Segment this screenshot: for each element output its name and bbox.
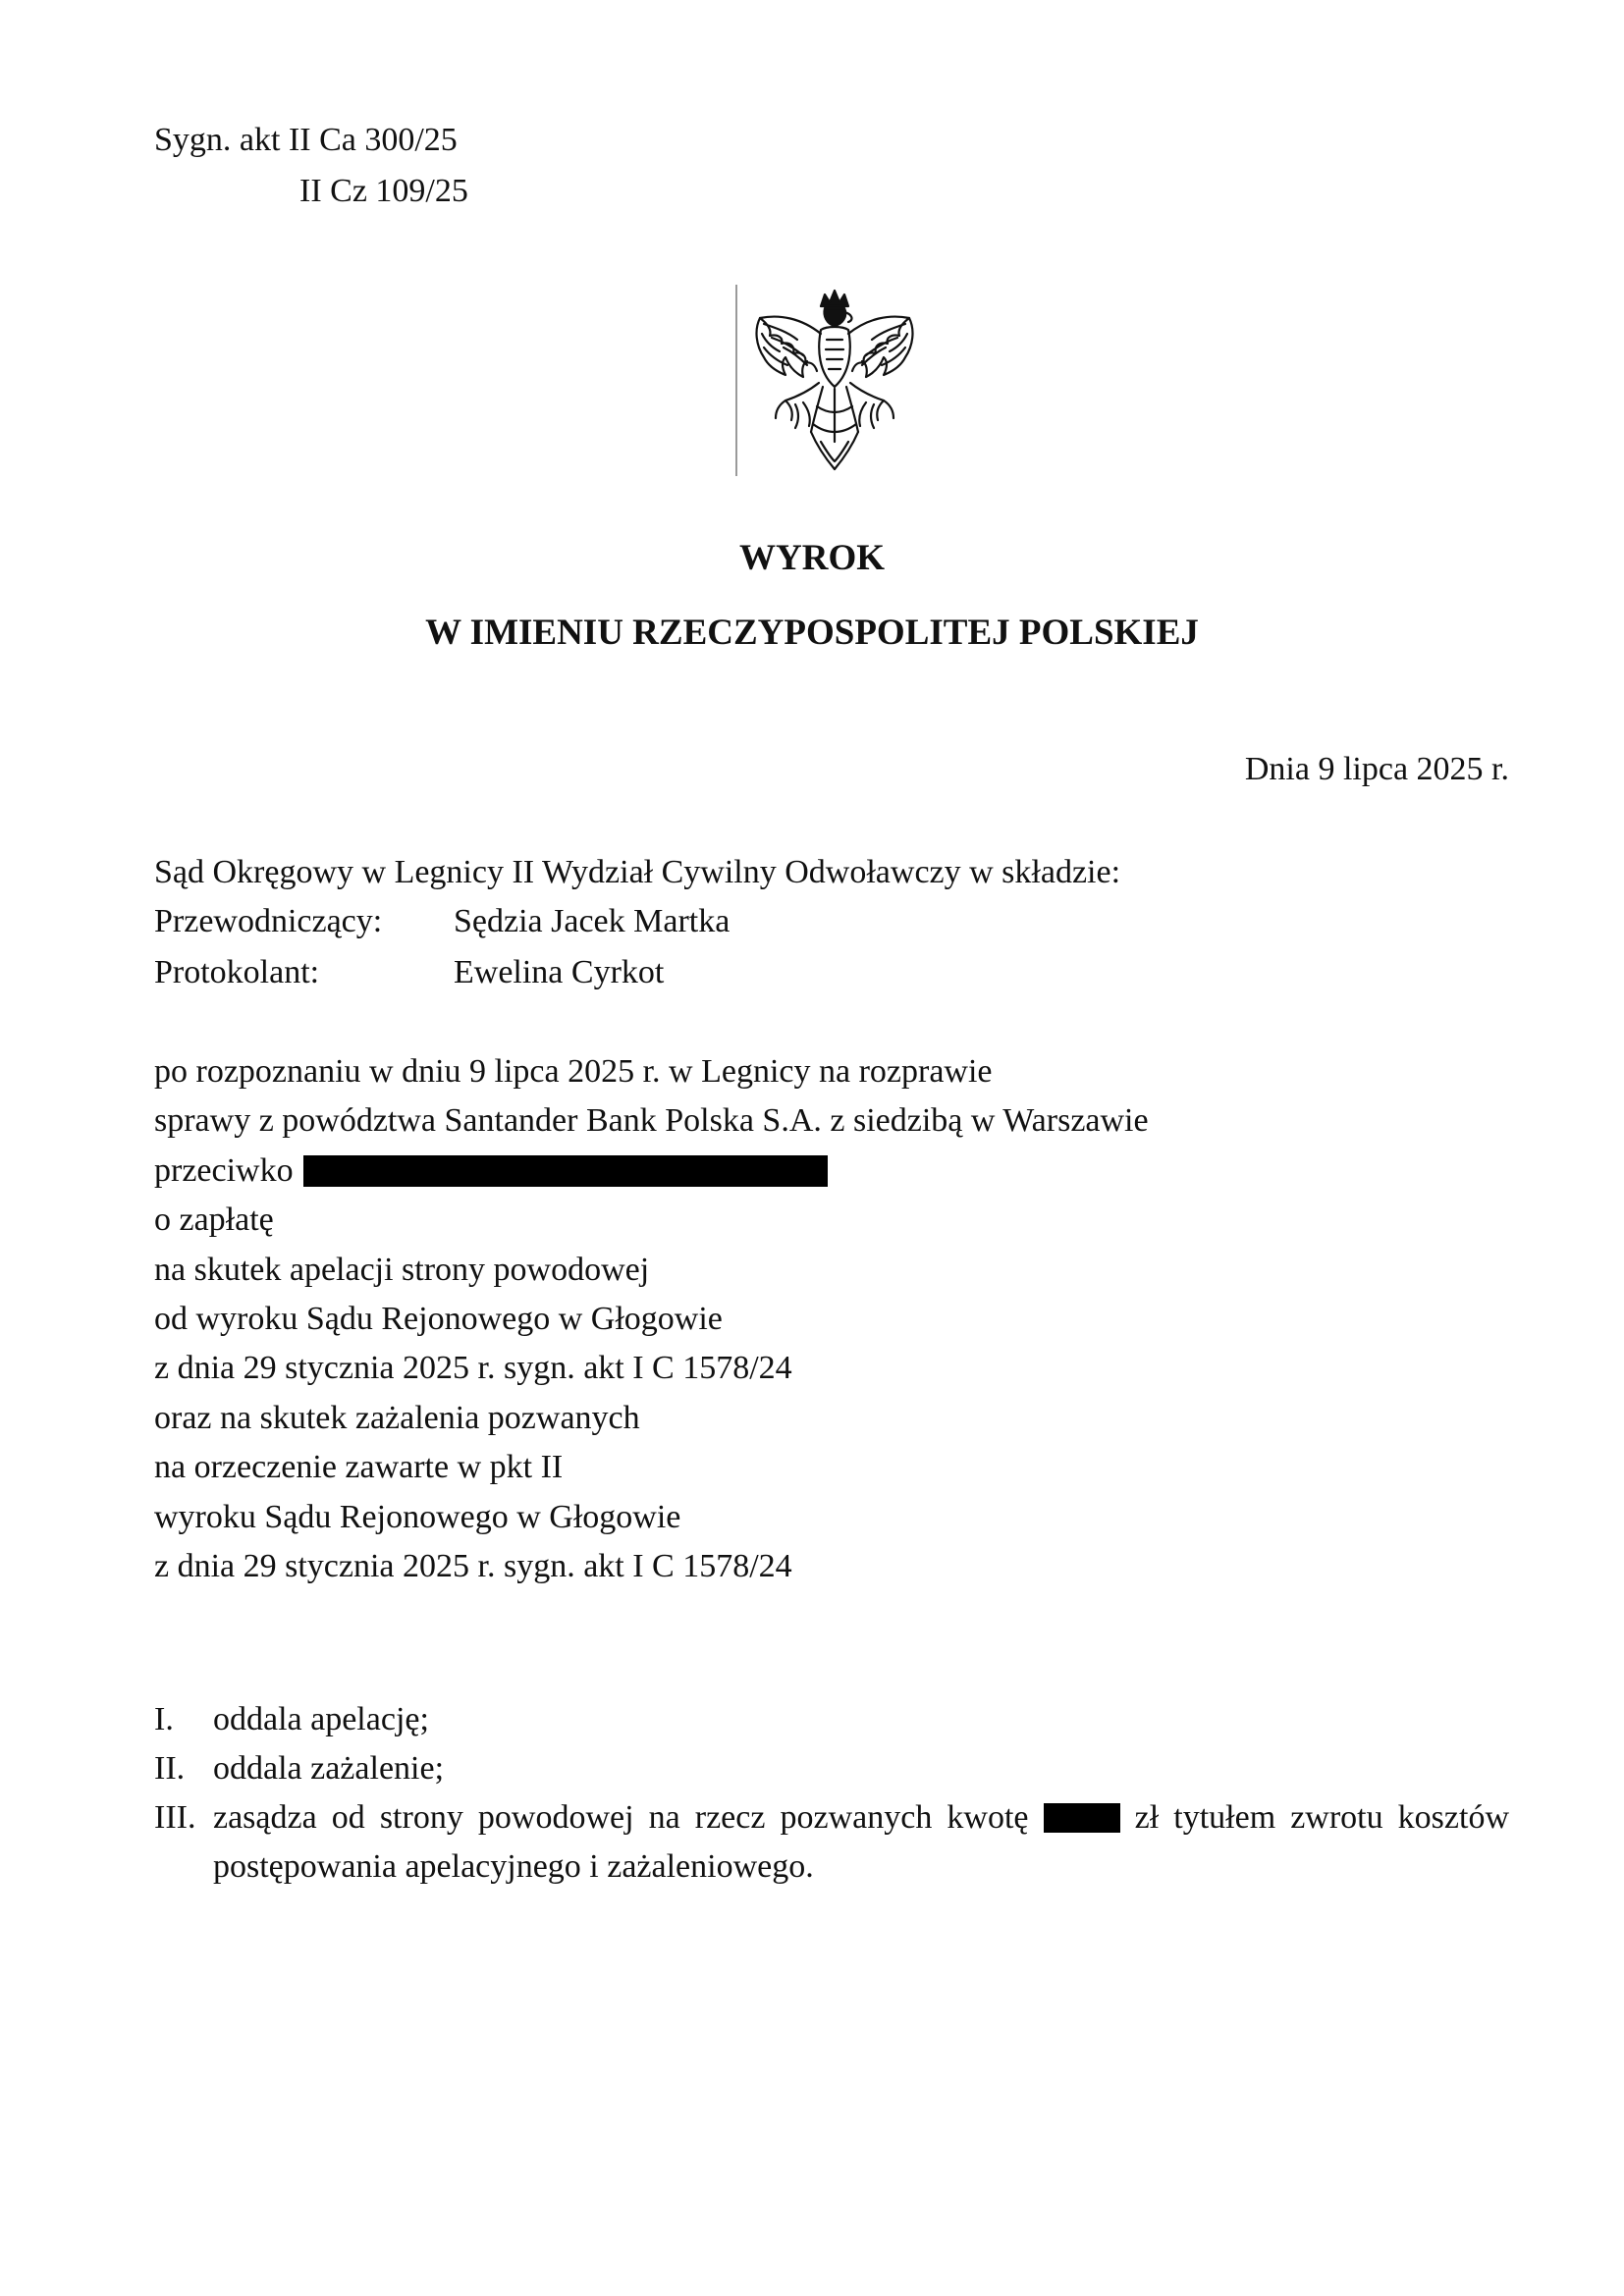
case-line: po rozpoznaniu w dniu 9 lipca 2025 r. w Legnicy na rozprawie (154, 1053, 993, 1090)
decision-item (154, 1695, 1509, 1744)
case-line: od wyroku Sądu Rejonowego w Głogowie (154, 1300, 723, 1337)
judgment-date: Dnia 9 lipca 2025 r. (1244, 751, 1509, 787)
case-line-defendant (154, 1147, 1149, 1196)
clerk-value: Ewelina Cyrkot (454, 954, 665, 990)
clerk-row (154, 948, 664, 997)
decision-text-after: zł tytułem zwrotu kosztów postępowania apelacyjnego i zażaleniowego. (213, 1799, 1510, 1885)
judgment-operative-part (154, 1695, 1509, 1892)
chair-label: Przewodniczący: (154, 903, 383, 939)
polish-eagle-emblem-icon (742, 285, 927, 477)
case-line: wyroku Sądu Rejonowego w Głogowie (154, 1498, 681, 1535)
decision-number: II. (154, 1750, 186, 1787)
document-subtitle: W IMIENIU RZECZYPOSPOLITEJ POLSKIEJ (425, 613, 1199, 653)
case-line: oraz na skutek zażalenia pozwanych (154, 1399, 640, 1436)
decision-text: oddala zażalenie; (213, 1750, 445, 1787)
chair-row (154, 897, 730, 946)
defendant-prefix: przeciwko (154, 1151, 294, 1189)
redacted-amount (1044, 1803, 1120, 1833)
case-signature-secondary: II Cz 109/25 (299, 173, 468, 209)
decision-number: I. (154, 1701, 174, 1737)
chair-value: Sędzia Jacek Martka (454, 903, 731, 939)
court-composition: Sąd Okręgowy w Legnicy II Wydział Cywilny Odwoławczy w składzie: (154, 854, 1121, 890)
document-title: WYROK (739, 538, 885, 578)
case-line: z dnia 29 stycznia 2025 r. sygn. akt I C 1578/24 (154, 1547, 792, 1584)
decision-number: III. (154, 1799, 196, 1836)
case-line: o zapłatę (154, 1201, 274, 1239)
decision-item (154, 1793, 1509, 1892)
emblem-divider (735, 285, 737, 476)
case-description (154, 1047, 1149, 1591)
case-line: sprawy z powództwa Santander Bank Polska S.A. z siedzibą w Warszawie (154, 1102, 1149, 1140)
decision-text (213, 1793, 1509, 1892)
case-signature-primary: Sygn. akt II Ca 300/25 (154, 122, 458, 158)
case-line: na orzeczenie zawarte w pkt II (154, 1449, 564, 1486)
decision-text-before: zasądza od strony powodowej na rzecz pozwanych kwotę (213, 1799, 1029, 1836)
decision-item (154, 1744, 1509, 1793)
redacted-defendant-name (303, 1155, 828, 1187)
case-line: z dnia 29 stycznia 2025 r. sygn. akt I C 1578/24 (154, 1350, 792, 1387)
clerk-label: Protokolant: (154, 954, 320, 990)
case-line: na skutek apelacji strony powodowej (154, 1251, 650, 1288)
decision-text: oddala apelację; (213, 1701, 429, 1737)
